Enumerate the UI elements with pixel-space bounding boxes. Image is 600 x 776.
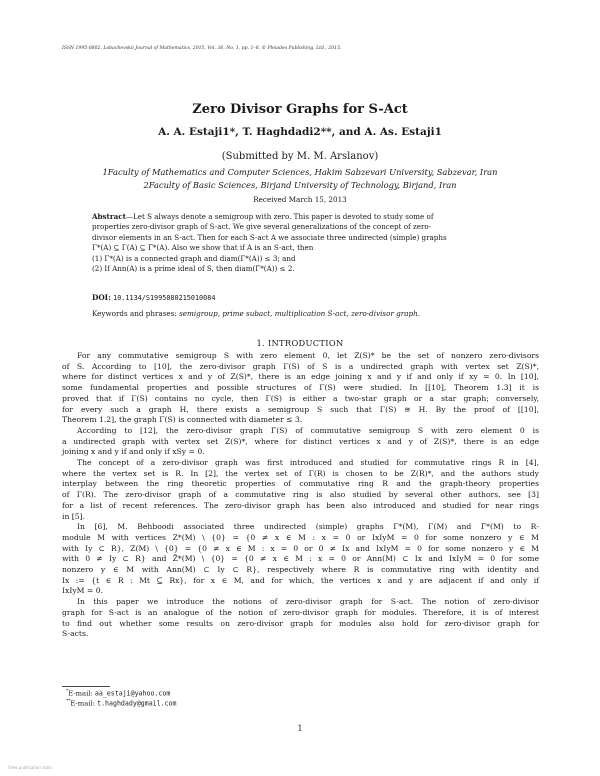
received-date: Received March 15, 2013 [253, 195, 347, 204]
abstract-line: Γ*(A) ⊆ Γ(A) ⊆ Γ̄*(A). Also we show that if A is an S-act, then [92, 243, 314, 253]
running-header: ISSN 1995-0802, Lobachevskii Journal of Mathematics, 2015, Vol. 36, No. 1, pp. 1–8. © Pleiades Publishing, Ltd., 2015. [62, 46, 342, 51]
footnote-2 [66, 699, 177, 707]
abstract-line [92, 212, 512, 222]
body-line: of S. According to [10], the zero-divisor graph Γ(S) of S is a undirected graph with vertex set Z(S)*, [62, 361, 539, 371]
body-line: graph for S-act is an analogue of the notion of zero-divisor graph for modules. Therefore, it is of interest [62, 607, 539, 617]
doi-link[interactable]: 10.1134/S1995080215010084 [113, 294, 216, 302]
body-line: of Γ(R). The zero-divisor graph of a commutative ring is also studied by several other authors, see [3] [62, 490, 539, 500]
page-number: 1 [297, 724, 303, 733]
body-line: Ix := {t ∈ R : Mt ⊆ Rx}, for x ∈ M, and for which, the vertices x and y are adjacent if and only if [62, 575, 539, 585]
footnote-label: E-mail: [68, 689, 95, 698]
abstract [92, 212, 512, 274]
abstract-line: (1) Γ*(A) is a connected graph and diam(Γ*(A)) ≤ 3; and [92, 253, 296, 263]
abstract-line: divisor elements in an S-act. Then for each S-act A we associate three undirected (simple) graphs [92, 232, 447, 242]
keywords-value: semigroup, prime subact, multiplication S-act, zero-divisor graph. [179, 309, 421, 318]
body-line: in [5]. [62, 511, 86, 521]
footnote-mark: * [66, 689, 69, 694]
body-line: some fundamental properties and possible structures of Γ(S) were studied. In [[10], Theorem 1.3] it is [62, 383, 539, 393]
abstract-line-text: —Let S always denote a semigroup with zero. This paper is devoted to study some of [125, 212, 434, 221]
body-line: In this paper we introduce the notions of zero-divisor graph for S-act. The notion of zero-divisor [77, 597, 539, 607]
body-line: where for distinct vertices x and y of Z(S)*, there is an edge joining x and y if and only if xy = 0. In [10], [62, 372, 539, 382]
body-line: In [6], M. Behboodi associated three undirected (simple) graphs Γ*(M), Γ(M) and Γ̄*(M) to R- [77, 522, 539, 532]
affiliation-1: 1Faculty of Mathematics and Computer Sciences, Hakim Sabzevari University, Sabzevar, Iran [102, 167, 498, 177]
abstract-label: Abstract [92, 212, 126, 221]
keywords [92, 309, 420, 318]
body-line: to find out whether some results on zero-divisor graph for modules also hold for zero-divisor graph for [62, 618, 539, 628]
doi-label: DOI: [92, 293, 111, 302]
submitted-by: (Submitted by M. M. Arslanov) [221, 151, 379, 162]
doi [92, 293, 215, 302]
body-text [62, 351, 539, 640]
footnote-1 [66, 689, 170, 697]
body-line: According to [12], the zero-divisor graph Γ̄(S) of commutative semigroup S with zero element 0 is [77, 425, 539, 435]
footnote-label: E-mail: [70, 699, 98, 708]
watermark: View publication stats [8, 765, 52, 770]
abstract-line: properties zero-divisor graph of S-act. We give several generalizations of the concept of zero- [92, 222, 432, 232]
body-line: for a list of recent references. The zero-divisor graph has been also introduced and studied for near rings [62, 500, 539, 510]
body-line: module M with vertices Z*(M) \ {0} = {0 ≠ x ∈ M : x = 0 or IxIyM = 0 for some nonzero y ∈ M [62, 532, 539, 542]
body-line: The concept of a zero-divisor graph was first introduced and studied for commutative rings R in [4], [77, 458, 539, 468]
body-line: interplay between the ring theoretic properties of commutative ring R and the graph-theory properties [62, 479, 539, 489]
affiliation-2: 2Faculty of Basic Sciences, Birjand University of Technology, Birjand, Iran [143, 180, 457, 190]
author-list: A. A. Estaji1*, T. Haghdadi2**, and A. As. Estaji1 [158, 126, 442, 138]
abstract-line: (2) If Ann(A) is a prime ideal of S, then diam(Γ̄*(A)) ≤ 2. [92, 264, 295, 274]
paper-title: Zero Divisor Graphs for S-Act [192, 102, 408, 117]
body-line: nonzero y ∈ M with Ann(M) ⊂ Iy ⊂ R}, respectively where R is commutative ring with identity and [62, 565, 539, 575]
footnote-mark: ** [66, 699, 71, 704]
keywords-label: Keywords and phrases: [92, 309, 177, 318]
section-heading: 1. INTRODUCTION [256, 338, 344, 348]
body-line: where the vertex set is R. In [2], the vertex set of Γ(R) is chosen to be Z(R)*, and the authors study [62, 468, 539, 478]
body-line: joining x and y if and only if xSy = 0. [62, 447, 205, 457]
footnote-rule [62, 686, 110, 687]
body-line: IxIyM = 0. [62, 586, 104, 596]
body-line: For any commutative semigroup S with zero element 0, let Z(S)* be the set of nonzero zero-divisors [77, 351, 539, 360]
body-line: proved that if Γ(S) contains no cycle, then Γ(S) is either a two-star graph or a star graph; conversely, [62, 393, 539, 403]
body-line: with 0 ≠ Iy ⊂ R} and Z̄*(M) \ {0} = {0 ≠ x ∈ M : x = 0 or Ann(M) ⊂ Ix and IxIyM = 0 for some [62, 554, 539, 564]
body-line: with Iy ⊂ R}, Z(M) \ {0} = {0 ≠ x ∈ M : x = 0 or 0 ≠ Ix and IxIyM = 0 for some nonzero y ∈ M [62, 543, 539, 553]
body-line: for every such a graph H, there exists a semigroup S such that Γ(S) ≅ H. By the proof of [[10], [62, 404, 539, 414]
body-line: Theorem 1.2], the graph Γ(S) is connected with diameter ≤ 3. [62, 415, 303, 425]
body-line: S-acts. [62, 629, 89, 639]
email-link[interactable]: t.haghdady@gmail.com [97, 699, 177, 708]
email-link[interactable]: aa_estaji@yahoo.com [94, 689, 171, 698]
body-line: a undirected graph with vertex set Z(S)*, where for distinct vertices x and y of Z(S)*, there is an edge [62, 436, 539, 446]
